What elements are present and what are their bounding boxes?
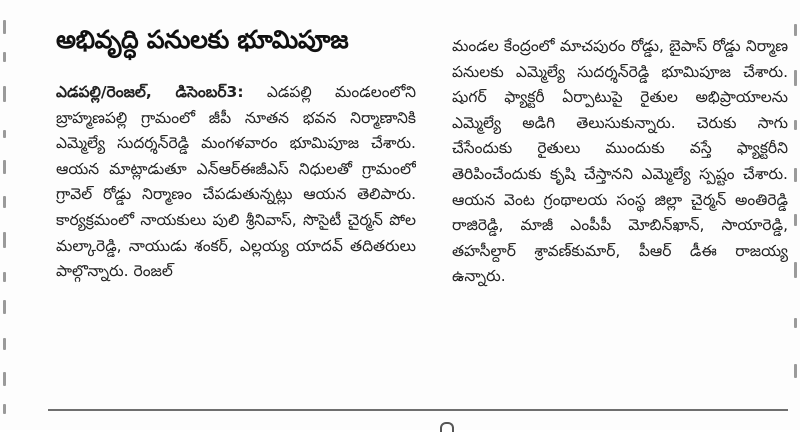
article-body-continued: మండల కేంద్రంలో మాచపురం రోడ్డు, బైపాస్ రోడ్డు నిర్మాణ పనులకు ఎమ్మెల్యే సుదర్శన్‌రెడ్డి భూమిపూజ చేశారు. షుగర్ ఫ్యాక్టరీ ఏర్పాటుపై రైతుల అభిప్రాయాలను ఎమ్మెల్యే అడిగి తెలుసుకున్నారు. చెరుకు సాగు చేసేందుకు రైతులు ముందుకు వస్తే ఫ్యాక్టరీని తెరిపించేందుకు కృషి చేస్తానని ఎమ్మెల్యే స్పష్టం చేశారు. ఆయన వెంట గ్రంథాలయ సంస్థ జిల్లా చైర్మన్ అంతిరెడ్డి రాజిరెడ్డి, మాజీ ఎంపీపీ మోబిన్‌ఖాన్, సాయారెడ్డి, తహసీల్దార్ శ్రావణ్‌కుమార్, పీఆర్ డీఈ రాజయ్య ఉన్నారు. bbox=[452, 37, 788, 286]
margin-mark bbox=[3, 272, 6, 282]
margin-mark bbox=[3, 52, 6, 62]
margin-mark bbox=[3, 130, 6, 138]
margin-mark bbox=[3, 372, 6, 386]
margin-mark bbox=[3, 86, 6, 102]
article-body-right-column bbox=[452, 34, 788, 394]
margin-mark bbox=[3, 404, 6, 414]
dateline: ఎడపల్లి/రెంజల్, డిసెంబర్3: bbox=[56, 83, 244, 101]
margin-mark bbox=[794, 24, 797, 36]
margin-mark bbox=[3, 232, 6, 248]
margin-mark bbox=[794, 168, 797, 182]
next-article-fragment bbox=[440, 422, 454, 432]
article-headline: అభివృద్ధి పనులకు భూమిపూజ bbox=[56, 25, 349, 54]
left-margin-print-marks bbox=[0, 0, 10, 430]
margin-mark bbox=[3, 196, 6, 208]
margin-mark bbox=[3, 20, 6, 34]
right-margin-print-marks bbox=[790, 0, 800, 430]
margin-mark bbox=[794, 318, 797, 328]
margin-mark bbox=[794, 214, 797, 226]
margin-mark bbox=[3, 338, 6, 350]
article-body-left-column bbox=[56, 80, 416, 390]
article-body-text: ఎడపల్లి మండలంలోని బ్రాహ్మణపల్లి గ్రామంలో జీపీ నూతన భవన నిర్మాణానికి ఎమ్మెల్యే సుదర్శన్‌రెడ్డి మంగళవారం భూమిపూజ చేశారు. ఆయన మాట్లాడుతూ ఎన్ఆర్ఈజీఎస్ నిధులతో గ్రామంలో గ్రావెల్ రోడ్డు నిర్మాణం చేపడుతున్నట్లు ఆయన తెలిపారు. కార్యక్రమంలో నాయకులు పులి శ్రీనివాస్, సొసైటీ చైర్మన్ పోల మల్కారెడ్డి, నాయుడు శంకర్, ఎల్లయ్య యాదవ్ తదితరులు పాల్గొన్నారు. రెంజల్ bbox=[56, 83, 416, 281]
section-divider bbox=[48, 409, 788, 411]
article-paragraph bbox=[56, 80, 416, 285]
margin-mark bbox=[794, 120, 797, 130]
margin-mark bbox=[794, 364, 797, 378]
margin-mark bbox=[794, 70, 797, 86]
margin-mark bbox=[3, 300, 6, 314]
margin-mark bbox=[794, 262, 797, 278]
margin-mark bbox=[3, 160, 6, 174]
